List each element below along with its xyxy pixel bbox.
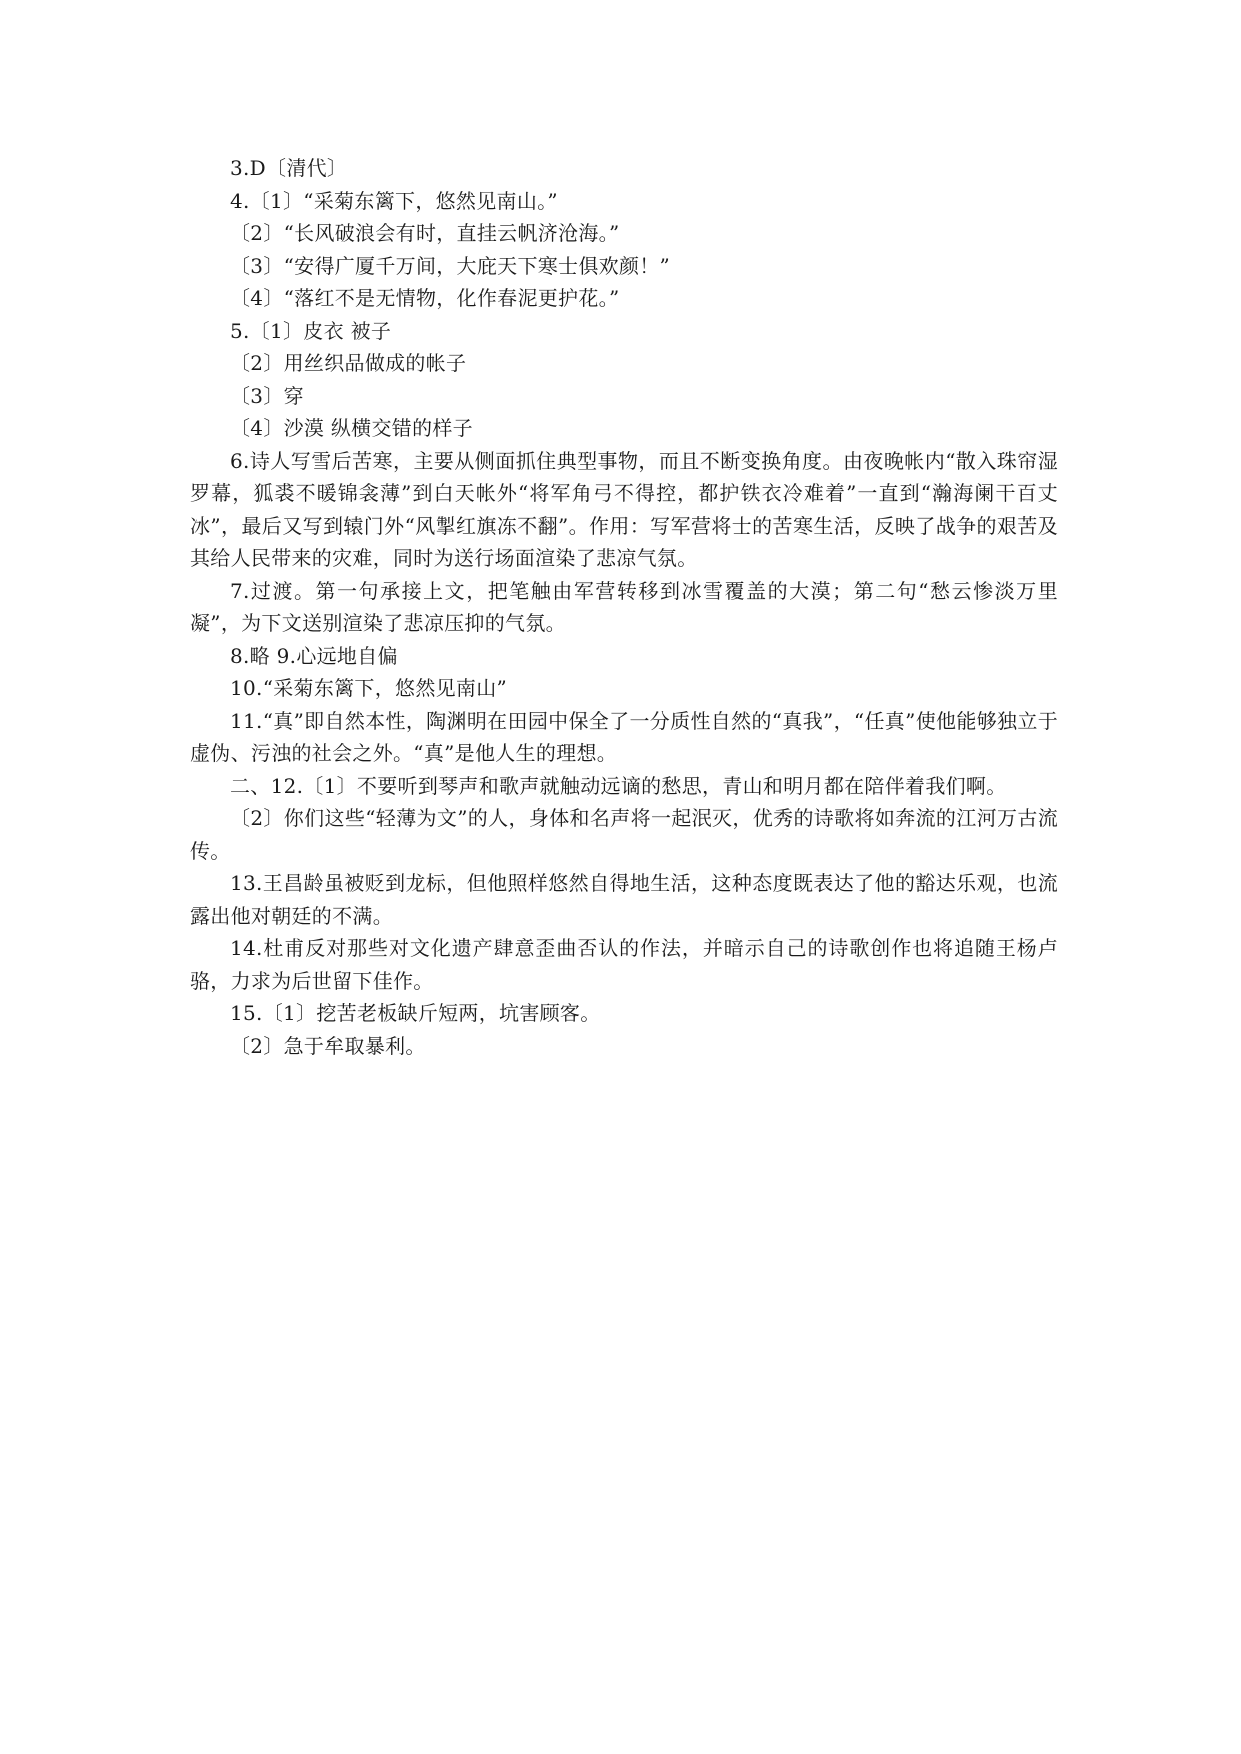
answer-text-block <box>190 152 1058 1062</box>
answer-5-4: 〔4〕沙漠 纵横交错的样子 <box>230 416 473 440</box>
answer-5-1: 5.〔1〕皮衣 被子 <box>230 318 392 343</box>
answer-13: 13.王昌龄虽被贬到龙标，但他照样悠然自得地生活，这种态度既表达了他的豁达乐观，也流露出他对朝廷的不满。 <box>190 871 1058 928</box>
answer-8-9: 8.略 9.心远地自偏 <box>230 643 398 668</box>
answer-4-3: 〔3〕“安得广厦千万间，大庇天下寒士俱欢颜！” <box>230 253 671 278</box>
answer-5-3: 〔3〕穿 <box>230 383 304 408</box>
answer-4-4: 〔4〕“落红不是无情物，化作春泥更护花。” <box>230 286 620 310</box>
answer-15-2: 〔2〕急于牟取暴利。 <box>230 1033 426 1058</box>
answer-12-1: 二、12.〔1〕不要听到琴声和歌声就触动远谪的愁思，青山和明月都在陪伴着我们啊。 <box>230 773 1007 798</box>
answer-4-1: 4.〔1〕“采菊东篱下，悠然见南山。” <box>230 188 558 213</box>
answer-6: 6.诗人写雪后苦寒，主要从侧面抓住典型事物，而且不断变换角度。由夜晚帐内“散入珠帘湿罗幕，狐裘不暖锦衾薄”到白天帐外“将军角弓不得控，都护铁衣冷难着”一直到“瀚海阑干百丈冰”，最后又写到辕门外“风掣红旗冻不翻”。作用：写军营将士的苦寒生活，反映了战争的艰苦及其给人民带来的灾难，同时为送行场面渲染了悲凉气氛。 <box>190 448 1058 570</box>
answer-7: 7.过渡。第一句承接上文，把笔触由军营转移到冰雪覆盖的大漠；第二句“愁云惨淡万里凝”，为下文送别渲染了悲凉压抑的气氛。 <box>190 578 1058 635</box>
answer-3: 3.D〔清代〕 <box>230 156 348 180</box>
answer-15-1: 15.〔1〕挖苦老板缺斤短两，坑害顾客。 <box>230 1001 601 1025</box>
answer-12-2: 〔2〕你们这些“轻薄为文”的人，身体和名声将一起泯灭，优秀的诗歌将如奔流的江河万古流传。 <box>190 806 1058 863</box>
answer-11: 11.“真”即自然本性，陶渊明在田园中保全了一分质性自然的“真我”，“任真”使他能够独立于虚伪、污浊的社会之外。“真”是他人生的理想。 <box>190 708 1058 765</box>
answer-4-2: 〔2〕“长风破浪会有时，直挂云帆济沧海。” <box>230 221 620 245</box>
answer-5-2: 〔2〕用丝织品做成的帐子 <box>230 351 467 375</box>
answer-10: 10.“采菊东篱下，悠然见南山” <box>230 676 508 700</box>
answer-14: 14.杜甫反对那些对文化遗产肆意歪曲否认的作法，并暗示自己的诗歌创作也将追随王杨卢骆，力求为后世留下佳作。 <box>190 936 1058 993</box>
